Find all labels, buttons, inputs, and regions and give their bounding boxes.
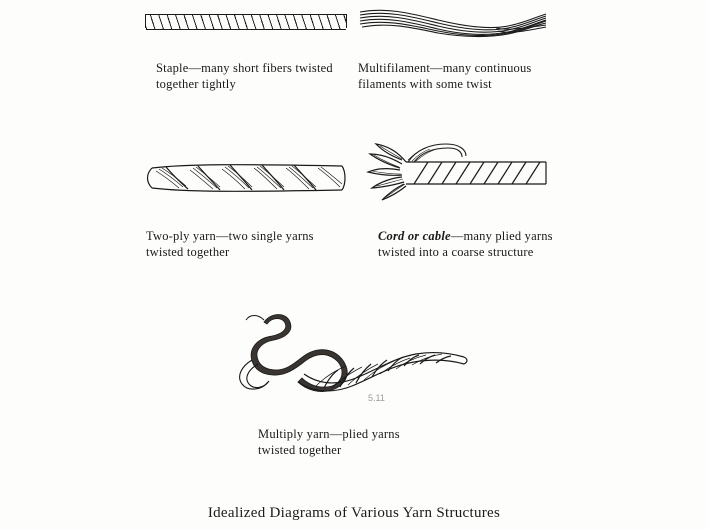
multifilament-caption-line2: filaments with some twist (358, 77, 492, 91)
multifilament-yarn-diagram (358, 4, 548, 40)
staple-yarn-left-end (145, 14, 146, 28)
multifilament-caption (358, 60, 548, 92)
multiply-yarn-body (228, 308, 468, 416)
two-ply-yarn-diagram (146, 158, 346, 196)
multiply-caption-line2: twisted together (258, 443, 342, 457)
cord-caption-line2: twisted into a coarse structure (378, 245, 534, 259)
staple-caption-line1: Staple—many short fibers twisted (156, 61, 333, 75)
staple-caption (156, 60, 346, 92)
multiply-caption-line1: Multiply yarn—plied yarns (258, 427, 400, 441)
staple-yarn-body (146, 14, 346, 30)
cord-caption-term: Cord or cable (378, 229, 451, 243)
staple-yarn-diagram (146, 8, 346, 34)
multifilament-caption-line1: Multifilament—many continuous (358, 61, 532, 75)
multifilament-filaments (358, 4, 548, 40)
cord-caption-rest: —many plied yarns (450, 229, 553, 243)
multiply-yarn-diagram (228, 308, 468, 413)
multiply-caption (258, 426, 448, 458)
two-ply-caption (146, 228, 346, 260)
staple-yarn-right-end (346, 14, 347, 28)
figure-title: Idealized Diagrams of Various Yarn Structures (207, 505, 501, 521)
two-ply-caption-line2: twisted together (146, 245, 230, 259)
cord-caption-line1 (378, 228, 568, 244)
two-ply-yarn-body (146, 158, 346, 198)
faint-figure-number: 5.11 (368, 393, 385, 403)
cord-or-cable-diagram (362, 140, 548, 202)
staple-caption-line2: together tightly (156, 77, 236, 91)
cord-or-cable-body (362, 140, 548, 204)
cord-caption (378, 228, 568, 260)
two-ply-caption-line1: Two-ply yarn—two single yarns (146, 229, 314, 243)
